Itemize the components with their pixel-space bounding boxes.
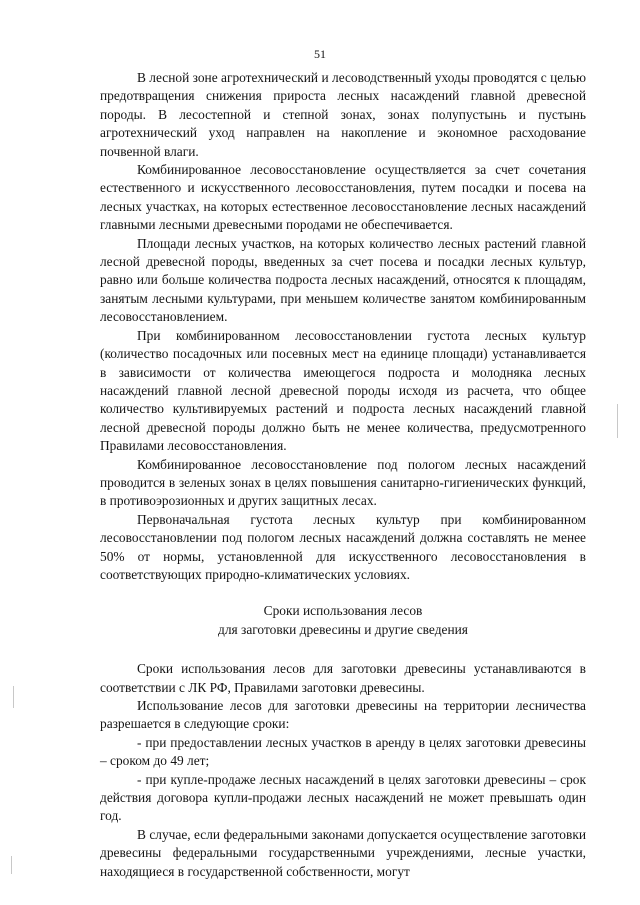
scan-margin-mark <box>11 856 12 874</box>
paragraph: Первоначальная густота лесных культур при комбинированном лесовосстановлении под пологом лесных насаждений должна составлять не менее 50% от нормы, установленной для искусственного лесовосстановления в соответствующих природно-климатических условиях. <box>100 511 586 582</box>
paragraph: В случае, если федеральными законами допускается осуществление заготовки древесины федеральными государственными учреждениями, лесные участки, находящиеся в государственной собственности, могут <box>100 826 586 879</box>
paragraph: Сроки использования лесов для заготовки древесины устанавливаются в соответствии с ЛК РФ, Правилами заготовки древесины. <box>100 661 586 695</box>
section-heading-line: Сроки использования лесов <box>263 603 423 619</box>
document-body <box>100 69 586 881</box>
page-number: 51 <box>314 47 326 61</box>
paragraph: Комбинированное лесовосстановление осуществляется за счет сочетания естественного и искусственного лесовосстановления, путем посадки и посева на лесных участках, на которых естественное лесовосстановление лесных насаждений главными лесными древесными породами не обеспечивается. <box>100 162 586 233</box>
paragraph: Площади лесных участков, на которых количество лесных растений главной лесной древесной породы, введенных за счет посева и посадки лесных культур, равно или больше количества подроста лесных насаждений, относятся к площадям, занятым лесными культурами, при меньшем количестве занятом комбинированным лесовосстановлением. <box>100 235 586 325</box>
scan-margin-mark <box>13 686 14 708</box>
paragraph: Использование лесов для заготовки древесины на территории лесничества разрешается в следующие сроки: <box>100 698 586 732</box>
paragraph: При комбинированном лесовосстановлении густота лесных культур (количество посадочных или посевных мест на единице площади) устанавливается в зависимости от количества имеющегося подроста и молодняка лесных насаждений главной лесной древесной породы исходя из расчета, что общее количество культивируемых растений и подроста лесных насаждений главной лесной древесной породы должно быть не менее количества, предусмотренного Правилами лесовосстановления. <box>100 327 586 454</box>
section-heading <box>100 602 586 639</box>
paragraph: В лесной зоне агротехнический и лесоводственный уходы проводятся с целью предотвращения снижения прироста лесных насаждений главной древесной породы. В лесостепной и степной зонах, зонах полупустынь и пустынь агротехнический уход направлен на накопление и экономное расходование почвенной влаги. <box>100 70 586 159</box>
section-heading-line: для заготовки древесины и другие сведения <box>218 621 468 637</box>
scan-margin-mark <box>617 404 618 438</box>
list-item: - при купле-продаже лесных насаждений в целях заготовки древесины – срок действия договора купли-продажи лесных насаждений не может превышать один год. <box>100 771 586 824</box>
list-item: - при предоставлении лесных участков в аренду в целях заготовки древесины – сроком до 49 лет; <box>100 734 586 769</box>
paragraph: Комбинированное лесовосстановление под пологом лесных насаждений проводится в зеленых зонах в целях повышения санитарно-гигиенических функций, в противоэрозионных и других защитных лесах. <box>100 456 586 509</box>
